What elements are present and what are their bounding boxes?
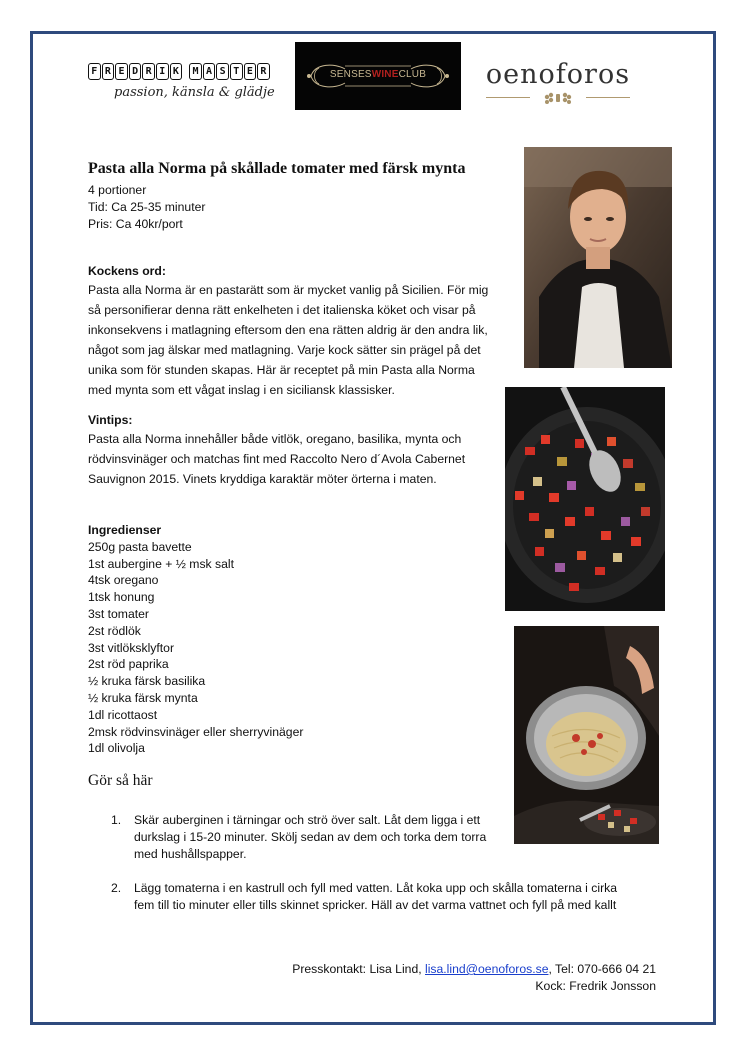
wordmark-letter: R xyxy=(102,63,115,80)
wordmark-letter: D xyxy=(129,63,142,80)
press-contact-prefix: Presskontakt: Lisa Lind, xyxy=(292,962,425,976)
footer-contact xyxy=(292,961,656,995)
logo-text-wine: WINE xyxy=(371,69,399,80)
method-heading: Gör så här xyxy=(88,772,153,789)
method-step xyxy=(111,880,671,916)
wordmark-letter: E xyxy=(244,63,257,80)
logo-text-senses: SENSES xyxy=(329,69,372,80)
step-line: fem till tio minuter eller tills skinnet spricker. Häll av det varma vattnet och fyll på med kallt xyxy=(134,898,617,912)
press-contact-line xyxy=(292,961,656,978)
step-line: Lägg tomaterna i en kastrull och fyll med vatten. Låt koka upp och skålla tomaterna i cirka xyxy=(134,881,618,895)
press-contact-phone: , Tel: 070-666 04 21 xyxy=(548,962,656,976)
wordmark-letter: I xyxy=(156,63,169,80)
senses-wine-club-logo xyxy=(295,42,461,110)
chef-words-line: så personifierar denna rätt enkelheten i det italienska köket och visar på xyxy=(88,303,476,317)
fredrik-master-logo xyxy=(88,63,288,109)
wine-tip-line: rödvinsvinäger och matchas fint med Raccolto Nero d´Avola Cabernet xyxy=(88,452,466,466)
chef-words-line: med mynta som ett vågat inslag i en siciliansk klassisker. xyxy=(88,383,395,397)
logo-divider-right xyxy=(586,97,630,98)
ingredient-item: 2st rödlök xyxy=(88,623,141,638)
wine-tip-line: Pasta alla Norma innehåller både vitlök, oregano, basilika, mynta och xyxy=(88,432,462,446)
step-line: durkslag i 15-20 minuter. Skölj sedan av dem och torka dem torra xyxy=(134,830,487,844)
ingredient-item: 1st aubergine + ½ msk salt xyxy=(88,556,234,571)
chef-words-heading: Kockens ord: xyxy=(88,264,166,278)
cook-time: Tid: Ca 25-35 minuter xyxy=(88,200,206,214)
ingredient-item: ½ kruka färsk mynta xyxy=(88,690,198,705)
wordmark-letter: F xyxy=(88,63,101,80)
fredrik-master-tagline: passion, känsla & glädje xyxy=(114,85,275,100)
oenoforos-wordmark: oenoforos xyxy=(485,59,631,90)
wordmark-letter: S xyxy=(216,63,229,80)
portions: 4 portioner xyxy=(88,183,147,197)
fredrik-master-wordmark xyxy=(88,63,288,80)
senses-wine-club-wordmark xyxy=(305,69,451,80)
step-line: med hushållspapper. xyxy=(134,847,247,861)
chef-words-line: något som jag älskar med matlagning. Varje kock sätter sin prägel på det xyxy=(88,343,481,357)
ingredient-item: 3st vitlöksklyftor xyxy=(88,640,175,655)
wordmark-letter: M xyxy=(189,63,202,80)
grape-emblem-icon xyxy=(542,90,574,106)
price: Pris: Ca 40kr/port xyxy=(88,217,183,231)
ingredients-section xyxy=(88,522,303,757)
oenoforos-logo xyxy=(478,60,638,110)
vegetables-pan-photo xyxy=(505,387,665,611)
step-text xyxy=(134,812,486,863)
wordmark-letter: R xyxy=(142,63,155,80)
wordmark-letter: T xyxy=(230,63,243,80)
ingredient-item: 4tsk oregano xyxy=(88,573,159,588)
ingredient-item: 1tsk honung xyxy=(88,590,155,605)
wordmark-letter: K xyxy=(170,63,183,80)
ingredient-item: 1dl ricottaost xyxy=(88,707,158,722)
wordmark-letter: R xyxy=(257,63,270,80)
chef-words-line: unika som för stunden skapas. Här är receptet på min Pasta alla Norma xyxy=(88,363,475,377)
chef-words-text xyxy=(88,280,508,400)
wordmark-letter: A xyxy=(203,63,216,80)
wordmark-letter: E xyxy=(115,63,128,80)
step-number: 2. xyxy=(111,881,122,895)
wine-tip-section xyxy=(88,413,508,489)
chef-words-line: Pasta alla Norma är en pastarätt som är mycket vanlig på Sicilien. För mig xyxy=(88,283,489,297)
ingredient-item: 250g pasta bavette xyxy=(88,539,192,554)
chef-portrait-photo xyxy=(524,147,672,368)
recipe-title: Pasta alla Norma på skållade tomater med färsk mynta xyxy=(88,160,466,177)
chef-words-section xyxy=(88,264,508,400)
step-text xyxy=(134,880,617,914)
logo-divider-left xyxy=(486,97,530,98)
method-step xyxy=(111,812,511,864)
recipe-meta xyxy=(88,182,205,233)
ingredient-item: 2msk rödvinsvinäger eller sherryvinäger xyxy=(88,724,304,739)
wine-tip-line: Sauvignon 2015. Vinets kryddiga karaktär möter örterna i maten. xyxy=(88,472,437,486)
press-email-link[interactable]: lisa.lind@oenoforos.se xyxy=(425,962,549,976)
ingredient-item: 1dl olivolja xyxy=(88,741,145,756)
wordmark-gap xyxy=(183,63,188,80)
ingredient-item: 2st röd paprika xyxy=(88,657,169,672)
pasta-bowl-photo xyxy=(514,626,659,844)
wine-tip-heading: Vintips: xyxy=(88,413,133,427)
logo-text-club: CLUB xyxy=(398,69,427,80)
step-number: 1. xyxy=(111,813,122,827)
ingredients-heading: Ingredienser xyxy=(88,523,162,537)
chef-credit: Kock: Fredrik Jonsson xyxy=(535,979,656,993)
step-line: Skär auberginen i tärningar och strö över salt. Låt dem ligga i ett xyxy=(134,813,481,827)
ingredient-item: ½ kruka färsk basilika xyxy=(88,674,206,689)
chef-words-line: inkonsekvens i matlagning eftersom den ena rätten aldrig är den andra lik, xyxy=(88,323,488,337)
ingredient-item: 3st tomater xyxy=(88,606,149,621)
wine-tip-text xyxy=(88,429,508,489)
